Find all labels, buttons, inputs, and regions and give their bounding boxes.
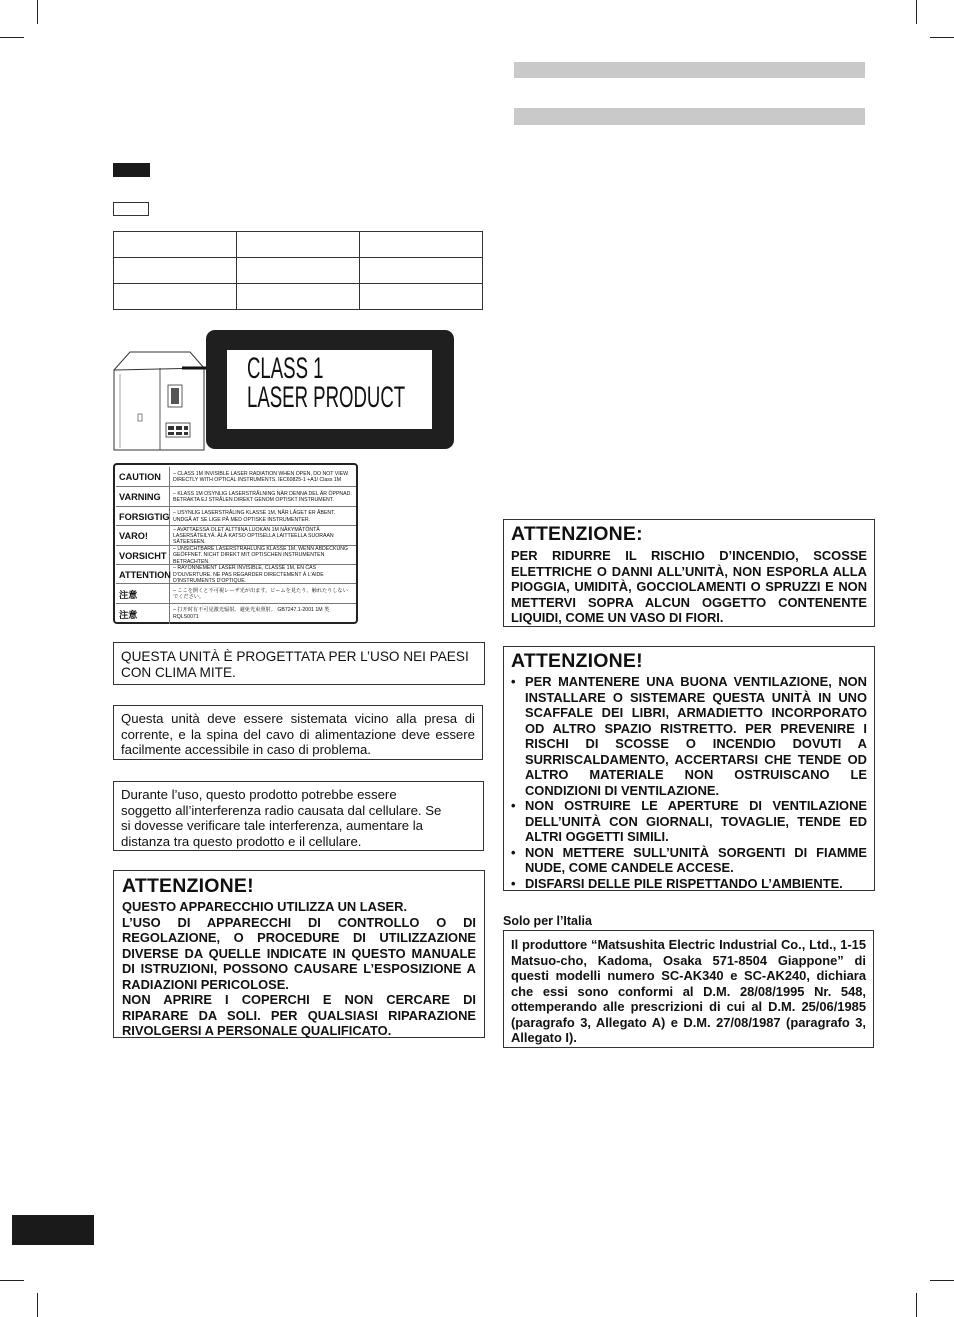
- caution-label-text: – KLASS 1M OSYNLIG LASERSTRÅLNING NÄR DENNA DEL ÄR ÖPPNAD. BETRAKTA EJ STRÅLEN DIREKT GENOM OPTISKT INSTRUMENT.: [173, 490, 352, 504]
- table-cell: [114, 258, 237, 284]
- caution-label-row: [116, 467, 356, 487]
- table-row: [114, 284, 483, 310]
- ventilation-warning-box: [503, 646, 875, 891]
- table-cell: [360, 258, 483, 284]
- caution-label-key: FORSIGTIG: [116, 507, 170, 527]
- crop-mark: [0, 37, 24, 38]
- caution-label-key: 注意: [116, 584, 170, 604]
- table-cell: [237, 284, 360, 310]
- table-cell: [114, 284, 237, 310]
- list-item: • NON METTERE SULL’UNITÀ SORGENTI DI FIAMME NUDE, COME CANDELE ACCESE.: [511, 845, 867, 876]
- laser-warning-p2: L’USO DI APPARECCHI DI CONTROLLO O DI REGOLAZIONE, O PROCEDURE DI UTILIZZAZIONE DIVERSE DA QUELLE INDICATE IN QUESTO MANUALE DI ISTRUZIONI, POSSONO CAUSARE L’ESPOSIZIONE A RADIAZIONI PERICOLOSE.: [122, 914, 476, 992]
- crop-mark: [930, 37, 954, 38]
- caution-label-row: [116, 545, 356, 566]
- crop-mark: [37, 1293, 38, 1317]
- empty-table: [113, 231, 483, 310]
- page-tab: [12, 1215, 94, 1245]
- caution-label-text: – RAYONNEMENT LASER INVISIBLE, CLASSE 1M, EN CAS D'OUVERTURE. NE PAS REGARDER DIRECTEMENT À L'AIDE D'INSTRUMENTS D'OPTIQUE.: [173, 565, 324, 585]
- table-row: [114, 232, 483, 258]
- caution-label-text: – USYNLIG LASERSTRÅLING KLASSE 1M, NÅR LÅGET ER ÅBENT. UNDGÅ AT SE LIGE PÅ MED OPTISKE INSTRUMENTER.: [173, 510, 336, 523]
- crop-mark: [37, 0, 38, 24]
- power-notice: [113, 705, 483, 760]
- black-marker: [113, 163, 150, 177]
- climate-notice-text: QUESTA UNITÀ È PROGETTATA PER L’USO NEI PAESI CON CLIMA MITE.: [121, 649, 469, 680]
- power-notice-text: Questa unità deve essere sistemata vicino alla presa di corrente, e la spina del cavo di alimentazione deve essere facilmente accessibile in caso di problema.: [121, 711, 475, 757]
- fire-warning-box: [503, 519, 875, 627]
- list-item: • DISFARSI DELLE PILE RISPETTANDO L’AMBIENTE.: [511, 876, 867, 892]
- table-row: [114, 258, 483, 284]
- crop-mark: [0, 1280, 24, 1281]
- laser-warning-title: ATTENZIONE!: [122, 875, 254, 897]
- caution-label-row: [116, 603, 356, 624]
- italy-heading: Solo per l’Italia: [503, 914, 592, 928]
- table-cell: [237, 232, 360, 258]
- fire-warning-title: ATTENZIONE:: [511, 523, 643, 545]
- caution-label-key: 注意: [116, 604, 170, 624]
- caution-label-key: VARNING: [116, 487, 170, 507]
- laser-warning-p3: NON APRIRE I COPERCHI E NON CERCARE DI RIPARARE DA SOLI. PER QUALSIASI RIPARAZIONE RIVOLGERSI A PERSONALE QUALIFICATO.: [122, 992, 476, 1038]
- laser-warning-p1: QUESTO APPARECCHIO UTILIZZA UN LASER.: [122, 899, 408, 914]
- radio-notice: [113, 781, 484, 851]
- caution-label-key: VORSICHT: [116, 546, 170, 566]
- table-cell: [360, 284, 483, 310]
- caution-label-key: CAUTION: [116, 467, 170, 487]
- crop-mark: [916, 0, 917, 24]
- laser-warning-box: [113, 870, 485, 1038]
- ventilation-warning-title: ATTENZIONE!: [511, 650, 643, 672]
- gray-bar: [514, 62, 865, 78]
- caution-label-text: – ここを開くと不可視レーザ光が出ます。ビームを見たり、触れたりしないでください。: [173, 587, 348, 601]
- laser-label-line2: LASER PRODUCT: [247, 381, 406, 414]
- radio-notice-text: Durante l’uso, questo prodotto potrebbe essere soggetto all’interferenza radio causata dal cellulare. Se si dovesse verificare tale interferenza, aumentare la distanza tra questo prodotto e il cellulare.: [121, 787, 442, 849]
- crop-mark: [916, 1293, 917, 1317]
- italy-declaration-text: Il produttore “Matsushita Electric Industrial Co., Ltd., 1-15 Matsuo-cho, Kadoma, Osaka 571-8504 Giappone” di questi modelli numero SC-AK340 e SC-AK240, dichiara che essi sono conformi al D.M. 28/08/1995 Nr. 548, ottemperando alle prescrizioni di cui al D.M. 25/06/1985 (paragrafo 3, Allegato A) e D.M. 27/08/1987 (paragrafo 3, Allegato I).: [511, 937, 866, 1045]
- laser-label-inner: [227, 350, 432, 429]
- caution-label-text: – CLASS 1M INVISIBLE LASER RADIATION WHEN OPEN, DO NOT VIEW DIRECTLY WITH OPTICAL INSTRUMENTS. IEC60825-1 +A1/ Class 1M: [173, 470, 349, 483]
- caution-label-row: [116, 583, 356, 604]
- caution-label-row: [116, 525, 356, 546]
- fire-warning-text: PER RIDURRE IL RISCHIO D’INCENDIO, SCOSSE ELETTRICHE O DANNI ALL’UNITÀ, NON ESPORLA ALLA PIOGGIA, UMIDITÀ, GOCCIOLAMENTI O SPRUZZI E NON METTERVI SOPRA ALCUN OGGETTO CONTENENTE LIQUIDI, COME UN VASO DI FIORI.: [511, 548, 867, 625]
- table-cell: [237, 258, 360, 284]
- climate-notice: [113, 642, 485, 685]
- caution-label-text: – UNSICHTBARE LASERSTRAHLUNG KLASSE 1M, WENN ABDECKUNG GEÖFFNET. NICHT DIREKT MIT OPTISCHEN INSTRUMENTEN BETRACHTEN.: [173, 545, 348, 565]
- crop-mark: [930, 1280, 954, 1281]
- laser-product-label: [206, 330, 454, 449]
- caution-label-row: [116, 564, 356, 585]
- laser-label-line1: CLASS 1: [247, 352, 324, 385]
- caution-label-text: – AVATTAESSA OLET ALTTIINA LUOKAN 1M NÄKYMÄTÖNTÄ LASERSÄTEILYÄ. ÄLÄ KATSO OPTISELLA LAITTEELLA SUORAAN SÄTEESEEN.: [173, 526, 334, 546]
- italy-declaration-box: [503, 930, 874, 1048]
- caution-label-row: [116, 506, 356, 527]
- ventilation-warning-list: [511, 674, 867, 891]
- caution-label-text: – 打开时有不可见激光辐射。避免光束照射。 GB7247.1-2001 1M 类 RQLS0071: [173, 607, 330, 620]
- caution-label-row: [116, 486, 356, 507]
- caution-label-key: ATTENTION: [116, 565, 170, 585]
- caution-label-key: VARO!: [116, 526, 170, 546]
- gray-bar: [514, 108, 865, 125]
- list-item: • PER MANTENERE UNA BUONA VENTILAZIONE, NON INSTALLARE O SISTEMARE QUESTA UNITÀ IN UNO SCAFFALE DEI LIBRI, ARMADIETTO INCORPORATO OD ALTRO SPAZIO RISTRETTO. PER PREVENIRE I RISCHI DI SCOSSE O INCENDIO DOVUTI A SURRISCALDAMENTO, ACCERTARSI CHE TENDE OD ALTRO MATERIALE NON OSTRUISCANO LE CONDIZIONI DI VENTILAZIONE.: [511, 674, 867, 798]
- table-cell: [114, 232, 237, 258]
- outline-marker: [113, 202, 149, 216]
- table-cell: [360, 232, 483, 258]
- list-item: • NON OSTRUIRE LE APERTURE DI VENTILAZIONE DELL’UNITÀ CON GIORNALI, TOVAGLIE, TENDE ED ALTRI OGGETTI SIMILI.: [511, 798, 867, 845]
- device-illustration: [110, 348, 210, 454]
